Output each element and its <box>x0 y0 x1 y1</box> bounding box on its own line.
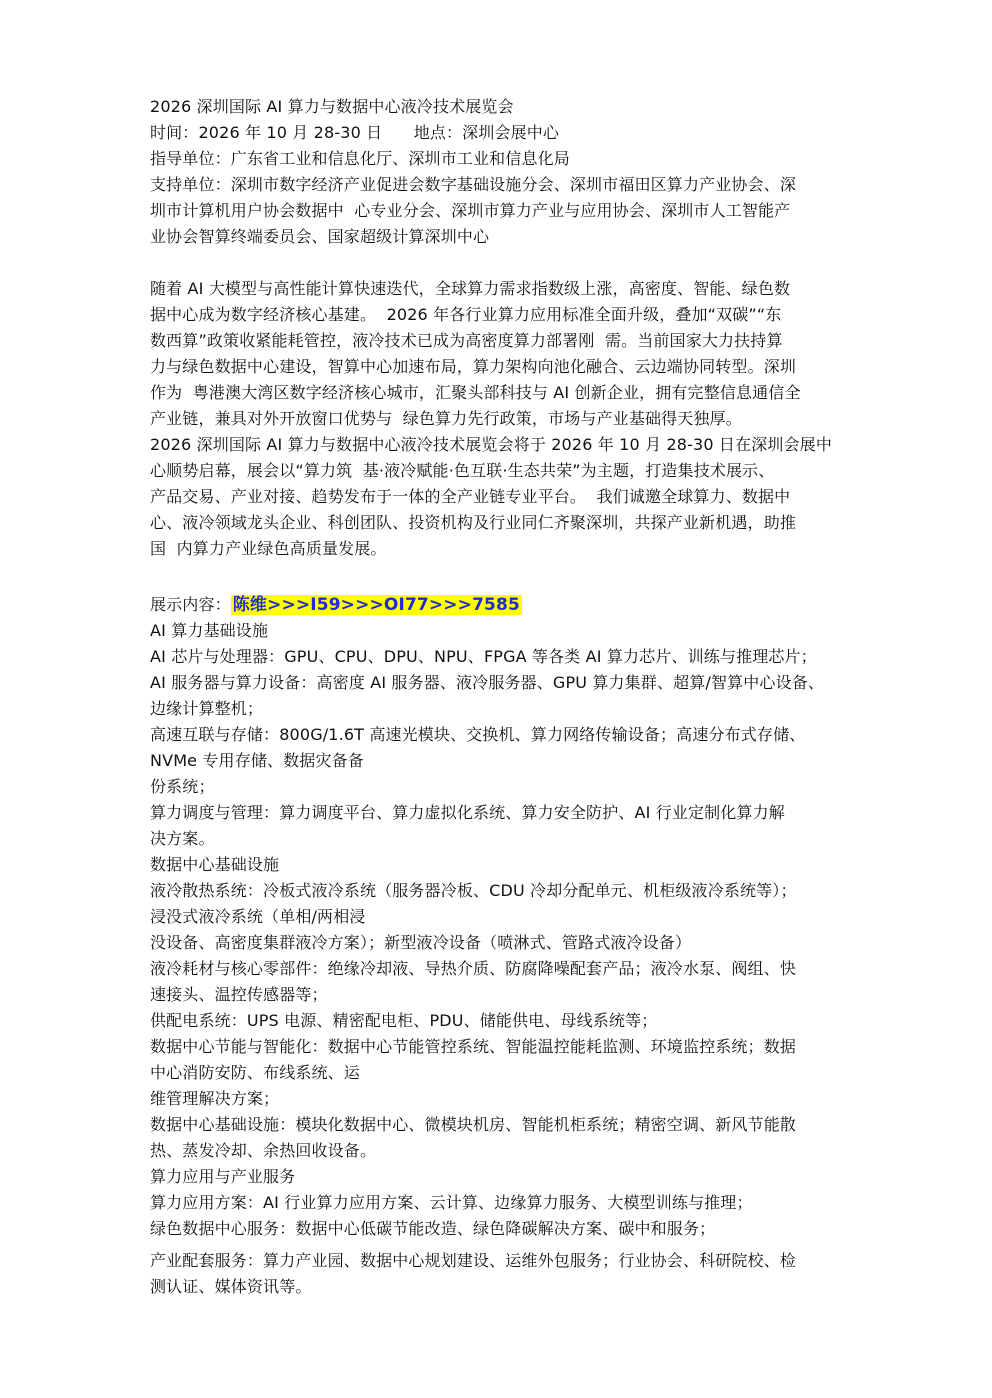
intro-line: 产品交易、产业对接、趋势发布于一体的全产业链专业平台。 我们诚邀全球算力、数据中 <box>150 487 791 506</box>
exhibit-line: AI 服务器与算力设备：高密度 AI 服务器、液冷服务器、GPU 算力集群、超算/智算中心设备、 <box>150 673 825 692</box>
exhibit-line: 没设备、高密度集群液冷方案）；新型液冷设备（喷淋式、管路式液冷设备） <box>150 933 692 952</box>
intro-line: 心、液冷领域龙头企业、科创团队、投资机构及行业同仁齐聚深圳，共探产业新机遇，助推 <box>150 513 797 532</box>
intro-line: 据中心成为数字经济核心基建。 2026 年各行业算力应用标准全面升级，叠加“双碳”“东 <box>150 305 782 324</box>
support-line: 支持单位：深圳市数字经济产业促进会数字基础设施分会、深圳市福田区算力产业协会、深 <box>150 175 797 194</box>
exhibit-line: 浸没式液冷系统（单相/两相浸 <box>150 907 366 926</box>
exhibit-line: 液冷散热系统：冷板式液冷系统（服务器冷板、CDU 冷却分配单元、机柜级液冷系统等）； <box>150 881 797 900</box>
exhibits-heading <box>150 592 844 618</box>
intro-line: 力与绿色数据中心建设，智算中心加速布局，算力架构向池化融合、云边端协同转型。深圳 <box>150 357 797 376</box>
exhibit-line: 产业配套服务：算力产业园、数据中心规划建设、运维外包服务；行业协会、科研院校、检 <box>150 1251 797 1270</box>
exhibit-line: 边缘计算整机； <box>150 699 264 718</box>
exhibit-line: 决方案。 <box>150 829 215 848</box>
support-line: 业协会智算终端委员会、国家超级计算深圳中心 <box>150 227 490 246</box>
exhibit-line: 速接头、温控传感器等； <box>150 985 328 1004</box>
contact-highlight: 陈维>>>I59>>>OI77>>>7585 <box>232 595 520 615</box>
exhibit-line: NVMe 专用存储、数据灾备备 <box>150 751 364 770</box>
intro-line: 作为 粤港澳大湾区数字经济核心城市，汇聚头部科技与 AI 创新企业，拥有完整信息通信全 <box>150 383 801 402</box>
exhibit-list-tail <box>150 1248 844 1300</box>
intro-line: 2026 深圳国际 AI 算力与数据中心液冷技术展览会将于 2026 年 10 月 28-30 日在深圳会展中 <box>150 435 832 454</box>
exhibit-line: 数据中心基础设施：模块化数据中心、微模块机房、智能机柜系统；精密空调、新风节能散 <box>150 1115 797 1134</box>
exhibit-line: 算力调度与管理：算力调度平台、算力虚拟化系统、算力安全防护、AI 行业定制化算力解 <box>150 803 785 822</box>
doc-title: 2026 深圳国际 AI 算力与数据中心液冷技术展览会 <box>150 97 514 116</box>
intro-line: 国 内算力产业绿色高质量发展。 <box>150 539 387 558</box>
exhibit-line: 热、蒸发冷却、余热回收设备。 <box>150 1141 377 1160</box>
intro-line: 心顺势启幕，展会以“算力筑 基·液冷赋能·色互联·生态共荣”为主题，打造集技术展示、 <box>150 461 775 480</box>
exhibits-label: 展示内容： <box>150 595 231 614</box>
exhibit-line: 算力应用方案：AI 行业算力应用方案、云计算、边缘算力服务、大模型训练与推理； <box>150 1193 753 1212</box>
support-units <box>150 172 844 250</box>
exhibit-line: 液冷耗材与核心零部件：绝缘冷却液、导热介质、防腐降噪配套产品；液冷水泵、阀组、快 <box>150 959 797 978</box>
exhibit-line: 份系统； <box>150 777 215 796</box>
exhibit-line: 高速互联与存储：800G/1.6T 高速光模块、交换机、算力网络传输设备；高速分布式存储、 <box>150 725 806 744</box>
exhibit-line: 中心消防安防、布线系统、运 <box>150 1063 360 1082</box>
exhibit-line: AI 芯片与处理器：GPU、CPU、DPU、NPU、FPGA 等各类 AI 算力芯片、训练与推理芯片； <box>150 647 817 666</box>
intro-line: 产业链，兼具对外开放窗口优势与 绿色算力先行政策，市场与产业基础得天独厚。 <box>150 409 742 428</box>
exhibit-line: AI 算力基础设施 <box>150 621 269 640</box>
intro-line: 数西算”政策收紧能耗管控，液冷技术已成为高密度算力部署刚 需。当前国家大力扶持算 <box>150 331 783 350</box>
exhibit-line: 测认证、媒体资讯等。 <box>150 1277 312 1296</box>
time-location: 时间：2026 年 10 月 28-30 日 地点：深圳会展中心 <box>150 123 560 142</box>
intro-paragraph-2 <box>150 432 844 562</box>
document-page <box>150 94 844 1300</box>
support-line: 圳市计算机用户协会数据中 心专业分会、深圳市算力产业与应用协会、深圳市人工智能产 <box>150 201 791 220</box>
guidance-units: 指导单位：广东省工业和信息化厅、深圳市工业和信息化局 <box>150 149 570 168</box>
exhibit-line: 数据中心节能与智能化：数据中心节能管控系统、智能温控能耗监测、环境监控系统；数据 <box>150 1037 797 1056</box>
exhibit-line: 数据中心基础设施 <box>150 855 280 874</box>
exhibit-line: 维管理解决方案； <box>150 1089 280 1108</box>
exhibit-line: 算力应用与产业服务 <box>150 1167 296 1186</box>
exhibit-line: 供配电系统：UPS 电源、精密配电柜、PDU、储能供电、母线系统等； <box>150 1011 658 1030</box>
exhibit-line: 绿色数据中心服务：数据中心低碳节能改造、绿色降碳解决方案、碳中和服务； <box>150 1219 716 1238</box>
exhibit-list <box>150 618 844 1242</box>
intro-line: 随着 AI 大模型与高性能计算快速迭代，全球算力需求指数级上涨，高密度、智能、绿色数 <box>150 279 791 298</box>
intro-paragraph-1 <box>150 276 844 432</box>
